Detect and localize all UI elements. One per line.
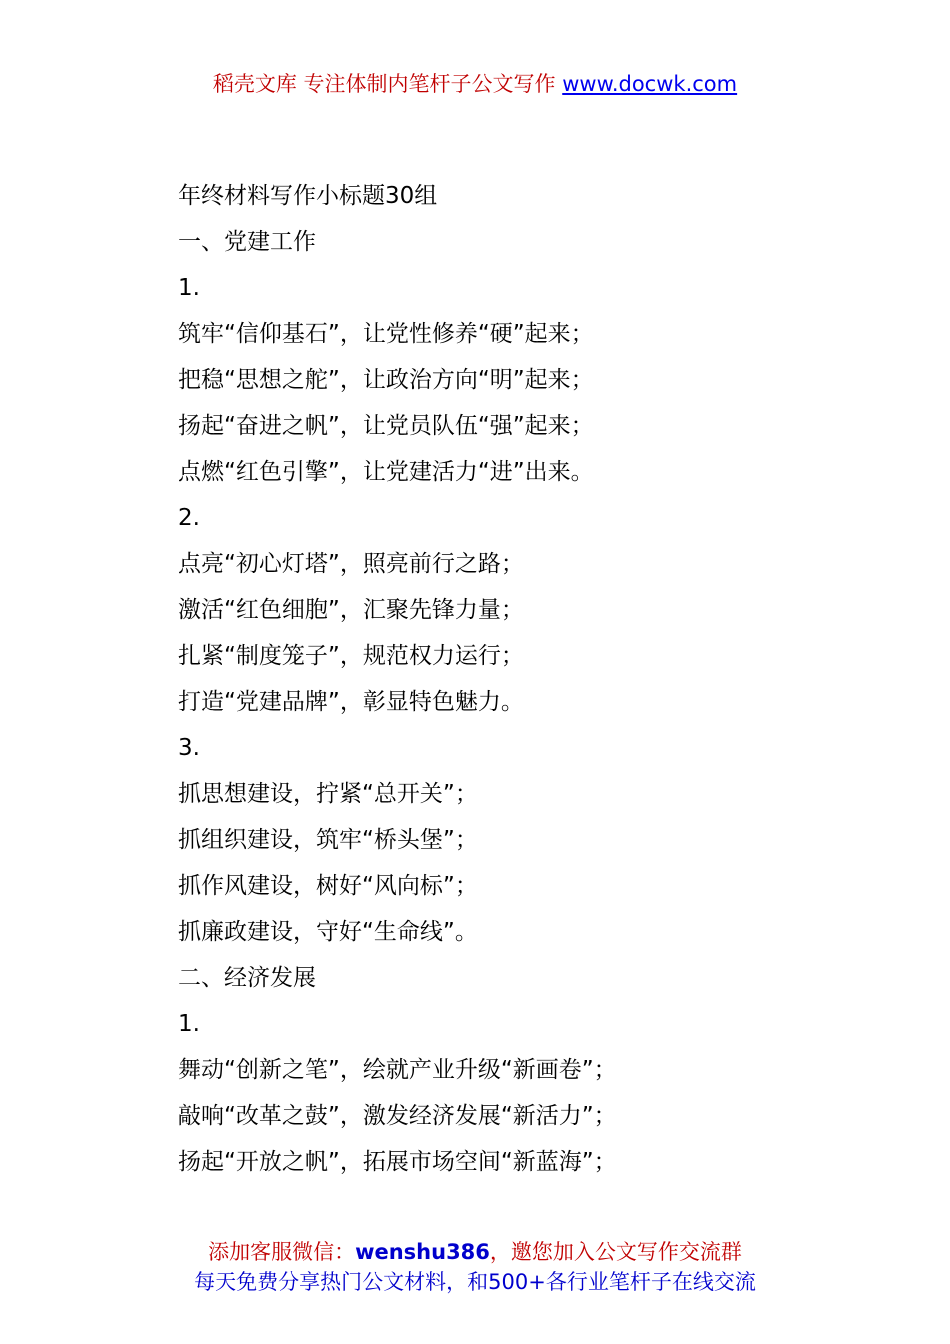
footer-wechat-prefix: 添加客服微信： — [208, 1240, 356, 1264]
footer-wechat-id: wenshu386 — [355, 1240, 490, 1264]
text-line: 筑牢“信仰基石”，让党性修养“硬”起来； — [178, 321, 594, 347]
page-footer — [0, 1237, 950, 1297]
footer-wechat-suffix: ，邀您加入公文写作交流群 — [489, 1240, 742, 1264]
header-brand-text: 稻壳文库 专注体制内笔杆子公文写作 — [212, 72, 563, 96]
text-line: 打造“党建品牌”，彰显特色魅力。 — [178, 689, 524, 715]
text-line: 扎紧“制度笼子”，规范权力运行； — [178, 643, 524, 669]
text-line: 抓廉政建设，守好“生命线”。 — [178, 919, 478, 945]
text-line: 扬起“开放之帆”，拓展市场空间“新蓝海”； — [178, 1149, 617, 1175]
text-line: 抓组织建设，筑牢“桥头堡”； — [178, 827, 478, 853]
text-line: 点亮“初心灯塔”，照亮前行之路； — [178, 551, 524, 577]
header-site-link[interactable]: www.docwk.com — [562, 72, 738, 96]
group-number: 2. — [178, 505, 200, 531]
document-body — [178, 173, 898, 1185]
document-title: 年终材料写作小标题30组 — [178, 183, 438, 209]
group-number: 1. — [178, 1011, 200, 1037]
page-header — [0, 68, 950, 100]
footer-wechat-line — [0, 1237, 950, 1267]
text-line: 扬起“奋进之帆”，让党员队伍“强”起来； — [178, 413, 594, 439]
footer-share-line: 每天免费分享热门公文材料，和500+各行业笔杆子在线交流 — [194, 1270, 756, 1294]
text-line: 敲响“改革之鼓”，激发经济发展“新活力”； — [178, 1103, 617, 1129]
text-line: 抓作风建设，树好“风向标”； — [178, 873, 478, 899]
text-line: 把稳“思想之舵”，让政治方向“明”起来； — [178, 367, 594, 393]
text-line: 激活“红色细胞”，汇聚先锋力量； — [178, 597, 524, 623]
section-heading: 一、党建工作 — [178, 229, 316, 255]
text-line: 抓思想建设，拧紧“总开关”； — [178, 781, 478, 807]
section-heading: 二、经济发展 — [178, 965, 316, 991]
text-line: 舞动“创新之笔”，绘就产业升级“新画卷”； — [178, 1057, 617, 1083]
group-number: 3. — [178, 735, 200, 761]
text-line: 点燃“红色引擎”，让党建活力“进”出来。 — [178, 459, 594, 485]
group-number: 1. — [178, 275, 200, 301]
